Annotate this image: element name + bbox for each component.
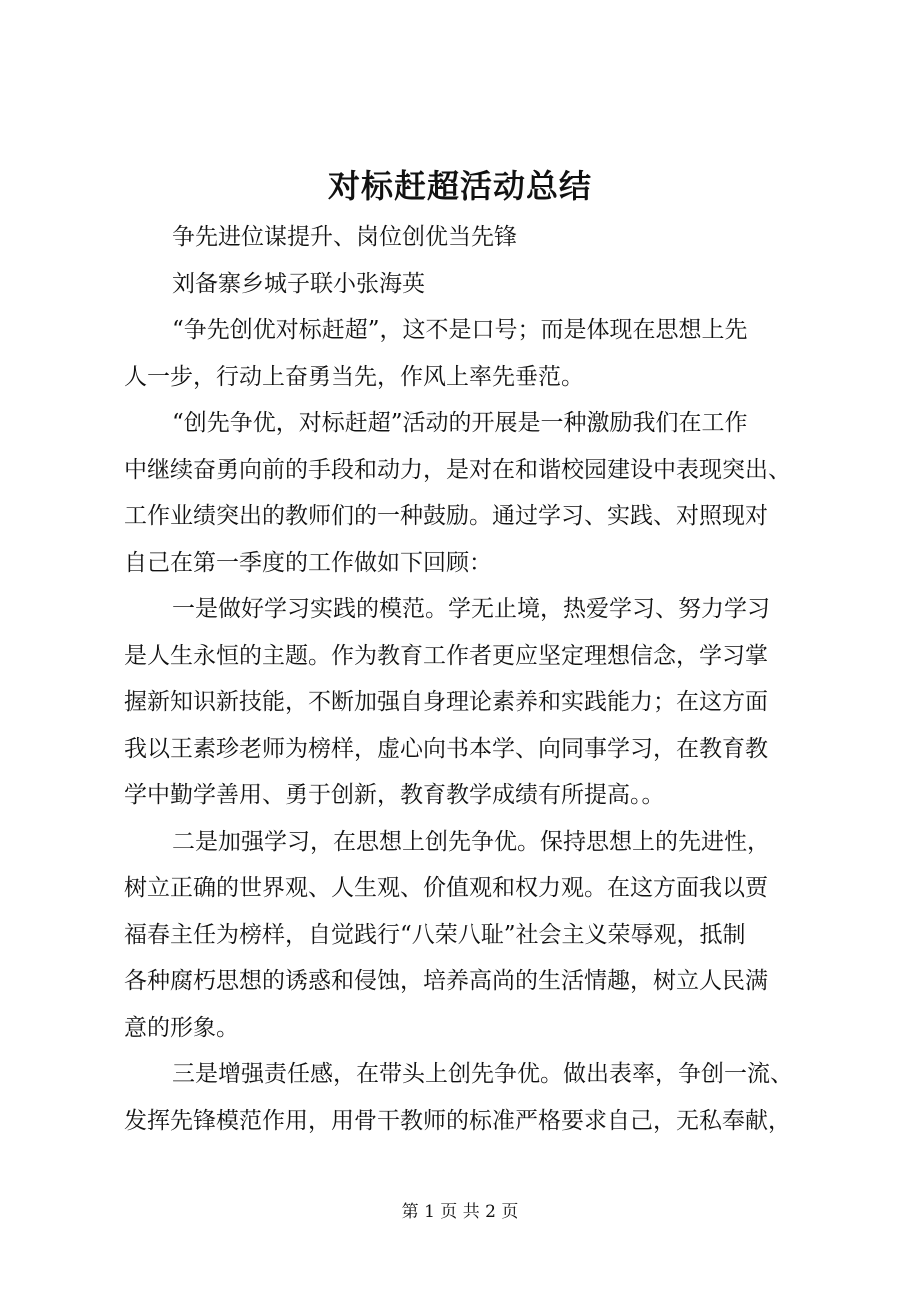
page-footer: 第 1 页 共 2 页 xyxy=(401,1202,519,1222)
text-line: 是人生永恒的主题。作为教育工作者更应坚定理想信念，学习掌 xyxy=(124,642,768,669)
document-title: 对标赶超活动总结 xyxy=(327,167,592,205)
text-line: 二是加强学习，在思想上创先争优。保持思想上的先进性， xyxy=(172,828,770,855)
text-line: 自己在第一季度的工作做如下回顾： xyxy=(124,549,492,576)
text-line: 刘备寨乡城子联小张海英 xyxy=(172,270,425,297)
text-line: 各种腐朽思想的诱惑和侵蚀，培养高尚的生活情趣，树立人民满 xyxy=(124,968,768,994)
text-line: 学中勤学善用、勇于创新，教育教学成绩有所提高。。 xyxy=(124,782,665,808)
text-line: 人一步，行动上奋勇当先，作风上率先垂范。 xyxy=(124,363,584,390)
text-line: 三是增强责任感，在带头上创先争优。做出表率，争创一流、 xyxy=(172,1061,793,1087)
text-line: 我以王素珍老师为榜样，虚心向书本学、向同事学习，在教育教 xyxy=(124,735,768,762)
text-line: “创先争优，对标赶超”活动的开展是一种激励我们在工作 xyxy=(172,410,748,436)
text-line: 树立正确的世界观、人生观、价值观和权力观。在这方面我以贾 xyxy=(124,875,768,901)
document-body xyxy=(124,214,820,1144)
text-line: 意的形象。 xyxy=(124,1014,239,1041)
text-line: 握新知识新技能，不断加强自身理论素养和实践能力；在这方面 xyxy=(124,689,768,715)
text-line: 争先进位谋提升、岗位创优当先锋 xyxy=(172,224,517,250)
text-line: 福春主任为榜样，自觉践行“八荣八耻”社会主义荣辱观，抵制 xyxy=(124,921,746,948)
text-line: “争先创优对标赶超”，这不是口号；而是体现在思想上先 xyxy=(172,317,748,343)
text-line: 发挥先锋模范作用，用骨干教师的标准严格要求自己，无私奉献， xyxy=(124,1107,791,1134)
text-line: 工作业绩突出的教师们的一种鼓励。通过学习、实践、对照现对 xyxy=(124,503,768,529)
text-line: 一是做好学习实践的模范。学无止境，热爱学习、努力学习 xyxy=(172,596,770,622)
text-line: 中继续奋勇向前的手段和动力，是对在和谐校园建设中表现突出、 xyxy=(124,456,791,483)
